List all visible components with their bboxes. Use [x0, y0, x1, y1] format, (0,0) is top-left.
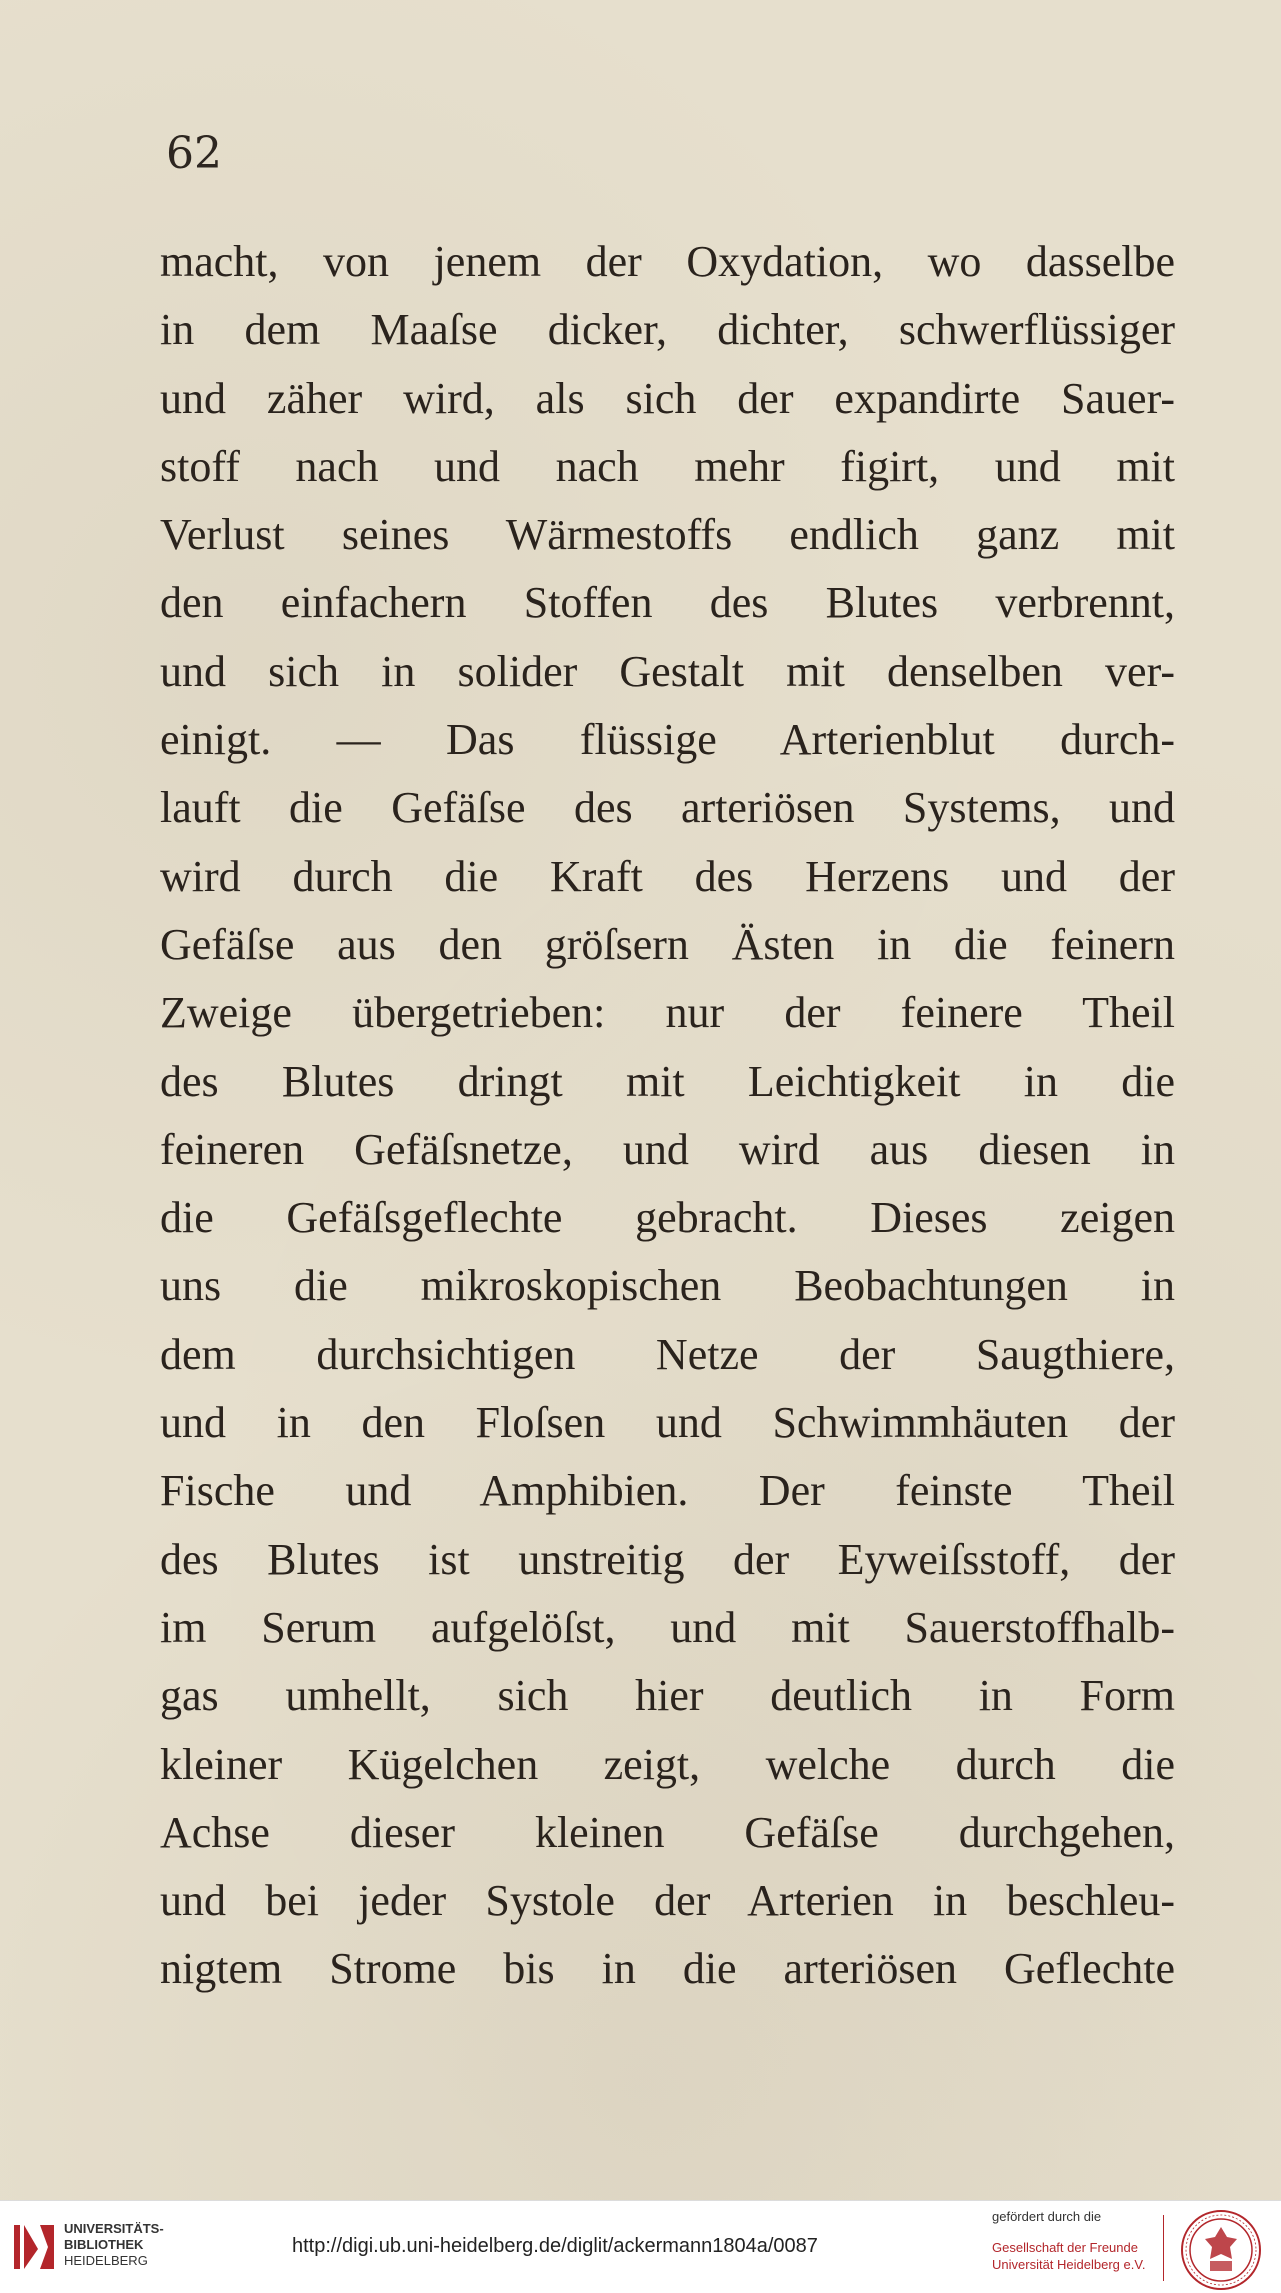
text-line: in dem Maaſse dicker, dichter, schwerflüssiger [160, 305, 1175, 355]
text-line: dem durchsichtigen Netze der Saugthiere, [160, 1329, 1175, 1379]
text-line: die Gefäſsgeflechte gebracht. Dieses zeigen [160, 1193, 1175, 1243]
text-line: und in den Floſsen und Schwimmhäuten der [160, 1398, 1175, 1448]
text-line: und bei jeder Systole der Arterien in beschleu- [160, 1876, 1175, 1926]
text-line: des Blutes dringt mit Leichtigkeit in die [160, 1056, 1175, 1106]
text-line: Zweige übergetrieben: nur der feinere Theil [160, 988, 1175, 1038]
text-line: wird durch die Kraft des Herzens und der [160, 851, 1175, 901]
text-line: und sich in solider Gestalt mit denselben ver- [160, 646, 1175, 696]
text-line: feineren Gefäſsnetze, und wird aus diesen in [160, 1124, 1175, 1174]
sponsor-label: gefördert durch die [992, 2209, 1102, 2224]
footer-bar [0, 2200, 1281, 2293]
library-name-line: BIBLIOTHEK [64, 2237, 144, 2252]
page-number: 62 [166, 128, 222, 179]
text-line: gas umhellt, sich hier deutlich in Form [160, 1671, 1175, 1721]
text-line: uns die mikroskopischen Beobachtungen in [160, 1261, 1175, 1311]
library-name [64, 2221, 164, 2269]
text-line: macht, von jenem der Oxydation, wo dasselbe [160, 237, 1175, 286]
text-line: im Serum aufgelöſst, und mit Sauerstoffhalb- [160, 1602, 1175, 1652]
text-line: des Blutes ist unstreitig der Eyweiſsstoff, der [160, 1534, 1175, 1584]
text-line: nigtem Strome bis in die arteriösen Geflechte [160, 1944, 1175, 1994]
sponsor-name [992, 2239, 1145, 2273]
university-library-logo-icon [12, 2219, 56, 2275]
text-line: einigt. — Das flüssige Arterienblut durch- [160, 715, 1175, 765]
text-line: Gefäſse aus den gröſsern Ästen in die feinern [160, 919, 1175, 969]
text-line: Fische und Amphibien. Der feinste Theil [160, 1466, 1175, 1516]
text-line: lauft die Gefäſse des arteriösen Systems, und [160, 783, 1175, 833]
text-line: und zäher wird, als sich der expandirte Sauer- [160, 373, 1175, 423]
sponsor-divider [1163, 2215, 1164, 2281]
text-line: Verlust seines Wärmestoffs endlich ganz mit [160, 510, 1175, 560]
library-name-line: HEIDELBERG [64, 2253, 148, 2268]
text-line: stoff nach und nach mehr figirt, und mit [160, 441, 1175, 491]
text-line: den einfachern Stoffen des Blutes verbrennt, [160, 578, 1175, 628]
sponsor-name-line: Gesellschaft der Freunde [992, 2240, 1138, 2255]
permalink-url[interactable]: http://digi.ub.uni-heidelberg.de/diglit/ackermann1804a/0087 [292, 2235, 818, 2257]
text-line: kleiner Kügelchen zeigt, welche durch die [160, 1739, 1175, 1789]
body-text [160, 228, 1175, 2004]
university-seal-icon [1180, 2209, 1262, 2291]
sponsor-name-line: Universität Heidelberg e.V. [992, 2257, 1146, 2272]
text-line: Achse dieser kleinen Gefäſse durchgehen, [160, 1807, 1175, 1857]
library-name-line: UNIVERSITÄTS- [64, 2221, 164, 2236]
